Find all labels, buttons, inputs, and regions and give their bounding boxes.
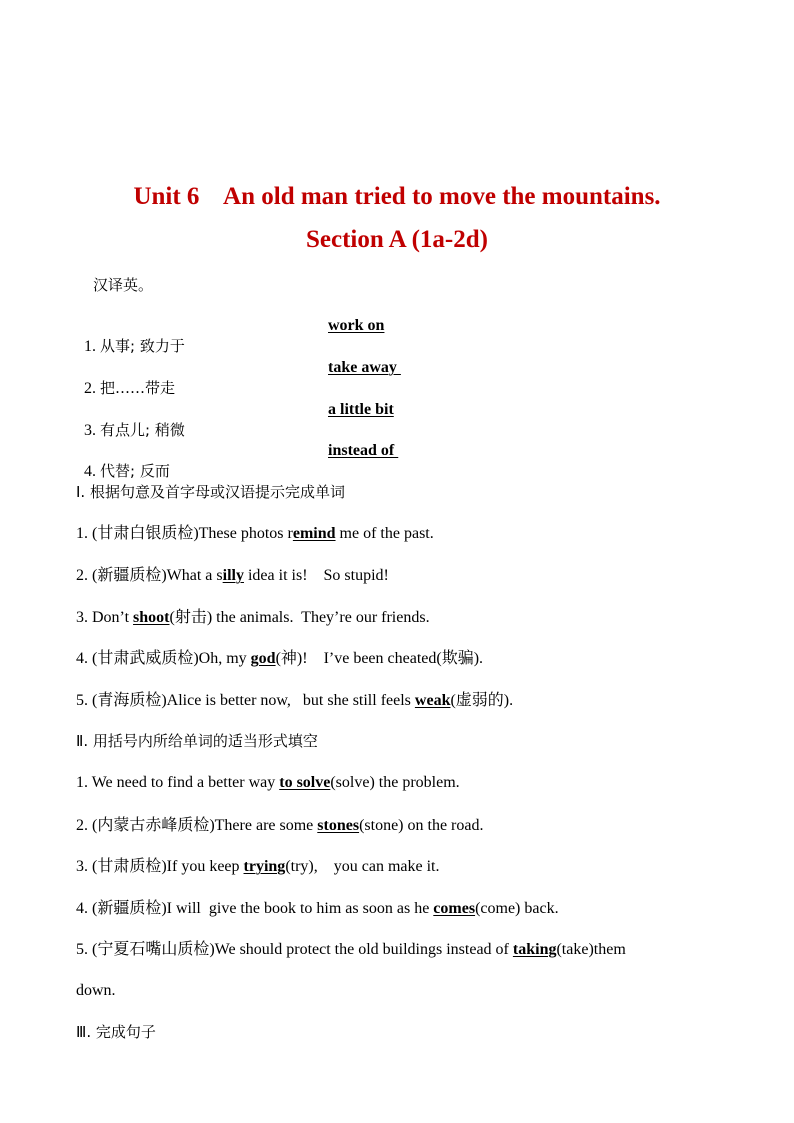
exercise-item: 4. (甘肃武威质检)Oh, my god(神)! I’ve been cheated(欺骗). [76, 650, 484, 667]
answer-blank: comes [433, 900, 476, 917]
exercise-item: 1. (甘肃白银质检)These photos remind me of the past. [76, 525, 434, 542]
section-title: Section A (1a-2d) [306, 226, 488, 253]
exercise-item: 5. (青海质检)Alice is better now, but she still feels weak(虚弱的). [76, 692, 514, 709]
exercise-item: 1. We need to find a better way to solve(solve) the problem. [76, 774, 460, 791]
unit-title: Unit 6 An old man tried to move the mountains. [133, 183, 661, 210]
vocab-item: 3. 有点儿; 稍微 [84, 421, 185, 439]
vocab-item: 4. 代替; 反而 [84, 462, 170, 480]
exercise-item: 3. (甘肃质检)If you keep trying(try), you can make it. [76, 858, 440, 875]
exercise-item-continuation: down. [76, 982, 116, 999]
exercise-item: 3. Don’t shoot(射击) the animals. They’re our friends. [76, 609, 430, 626]
answer-blank: trying [243, 858, 286, 875]
intro-text: 汉译英。 [93, 276, 154, 294]
section-2-heading: Ⅱ. 用括号内所给单词的适当形式填空 [76, 732, 318, 750]
vocab-answer: a little bit [328, 401, 394, 418]
answer-blank: emind [292, 525, 336, 542]
section-3-heading: Ⅲ. 完成句子 [76, 1023, 156, 1041]
exercise-item: 4. (新疆质检)I will give the book to him as soon as he comes(come) back. [76, 900, 559, 917]
vocab-item: 1. 从事; 致力于 [84, 337, 185, 355]
answer-blank: god [250, 650, 276, 667]
exercise-item: 2. (内蒙古赤峰质检)There are some stones(stone) on the road. [76, 817, 484, 834]
answer-blank: stones [317, 817, 360, 834]
vocab-answer: work on [328, 317, 385, 334]
exercise-item: 2. (新疆质检)What a silly idea it is! So stupid! [76, 567, 389, 584]
vocab-answer: take away [328, 359, 401, 376]
vocab-answer: instead of [328, 442, 399, 459]
vocab-item: 2. 把……带走 [84, 379, 176, 397]
answer-blank: weak [414, 692, 451, 709]
answer-blank: shoot [133, 609, 170, 626]
answer-blank: illy [222, 567, 244, 584]
answer-blank: to solve [279, 774, 331, 791]
exercise-item: 5. (宁夏石嘴山质检)We should protect the old buildings instead of taking(take)them [76, 941, 626, 958]
section-1-heading: Ⅰ. 根据句意及首字母或汉语提示完成单词 [76, 483, 345, 501]
answer-blank: taking [512, 941, 557, 958]
